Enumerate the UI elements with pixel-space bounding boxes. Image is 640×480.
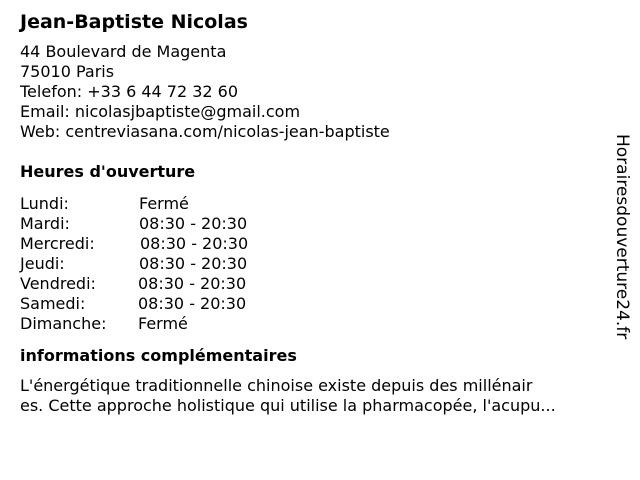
hours-row-wednesday xyxy=(20,234,600,254)
hours-table xyxy=(20,194,600,334)
business-name: Jean-Baptiste Nicolas xyxy=(20,11,248,33)
hours-day: Dimanche: xyxy=(20,314,107,333)
hours-day: Mercredi: xyxy=(20,234,95,253)
info-line-1: L'énergétique traditionnelle chinoise existe depuis des millénair xyxy=(20,376,533,395)
hours-title: Heures d'ouverture xyxy=(20,162,196,181)
hours-day: Mardi: xyxy=(20,214,70,233)
hours-time: Fermé xyxy=(138,314,188,333)
hours-time: 08:30 - 20:30 xyxy=(138,294,247,313)
info-line-2: es. Cette approche holistique qui utilise la pharmacopée, l'acupu... xyxy=(20,396,556,415)
web-line: Web: centreviasana.com/nicolas-jean-baptiste xyxy=(20,122,390,141)
address-line-1: 44 Boulevard de Magenta xyxy=(20,42,227,61)
info-description xyxy=(20,376,600,416)
business-card xyxy=(20,8,600,416)
email-line: Email: nicolasjbaptiste@gmail.com xyxy=(20,102,301,121)
hours-time: 08:30 - 20:30 xyxy=(139,254,248,273)
hours-time: 08:30 - 20:30 xyxy=(140,234,249,253)
hours-row-monday xyxy=(20,194,600,214)
hours-time: 08:30 - 20:30 xyxy=(139,214,248,233)
hours-time: Fermé xyxy=(139,194,189,213)
hours-row-thursday xyxy=(20,254,600,274)
hours-row-sunday xyxy=(20,314,600,334)
hours-day: Jeudi: xyxy=(20,254,65,273)
hours-row-saturday xyxy=(20,294,600,314)
phone-line: Telefon: +33 6 44 72 32 60 xyxy=(20,82,239,101)
hours-row-friday xyxy=(20,274,600,294)
hours-time: 08:30 - 20:30 xyxy=(138,274,247,293)
info-title: informations complémentaires xyxy=(20,346,297,365)
hours-row-tuesday xyxy=(20,214,600,234)
hours-day: Samedi: xyxy=(20,294,86,313)
hours-day: Vendredi: xyxy=(20,274,96,293)
watermark-site: Horairesdouverture24.fr xyxy=(612,134,632,340)
hours-day: Lundi: xyxy=(20,194,69,213)
address-line-2: 75010 Paris xyxy=(20,62,115,81)
